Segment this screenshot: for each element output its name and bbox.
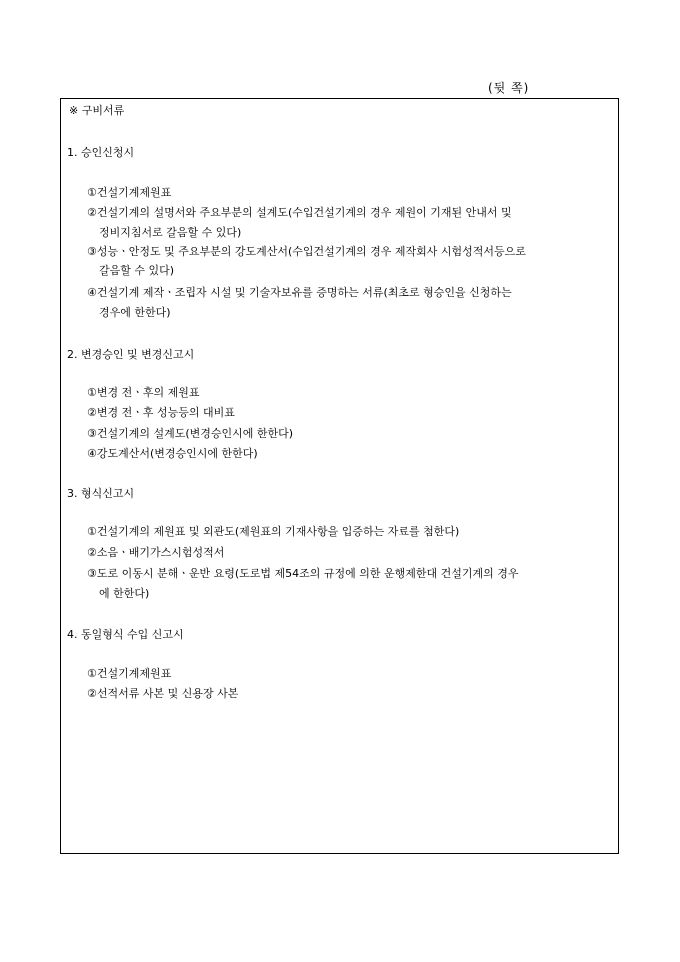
list-item-continuation: 에 한한다) (99, 587, 150, 600)
list-item: ②변경 전ㆍ후 성능등의 대비표 (87, 406, 235, 419)
box-title: ※ 구비서류 (69, 104, 125, 117)
list-item: ③건설기계의 설계도(변경승인시에 한한다) (87, 427, 294, 440)
list-item: ①변경 전ㆍ후의 제원표 (87, 386, 200, 399)
list-item: ④강도계산서(변경승인시에 한한다) (87, 447, 258, 460)
section-heading-approval: 1. 승인신청시 (67, 146, 135, 159)
section-heading-type-report: 3. 형식신고시 (67, 487, 135, 500)
list-item: ③성능ㆍ안정도 및 주요부분의 강도계산서(수입건설기계의 경우 제작회사 시험성적서등으로 (87, 245, 526, 258)
page-side-label: (뒷 쪽) (488, 81, 530, 95)
required-documents-box (60, 98, 619, 854)
section-heading-change: 2. 변경승인 및 변경신고시 (67, 348, 195, 361)
list-item: ①건설기계제원표 (87, 186, 172, 199)
list-item-continuation: 정비지침서로 갈음할 수 있다) (99, 226, 242, 239)
list-item: ②건설기계의 설명서와 주요부분의 설계도(수입건설기계의 경우 제원이 기재된 안내서 및 (87, 206, 512, 219)
list-item: ②소음ㆍ배기가스시험성적서 (87, 546, 225, 559)
list-item: ①건설기계제원표 (87, 667, 172, 680)
list-item: ②선적서류 사본 및 신용장 사본 (87, 687, 239, 700)
section-heading-import: 4. 동일형식 수입 신고시 (67, 628, 184, 641)
list-item-continuation: 경우에 한한다) (99, 306, 171, 319)
list-item: ①건설기계의 제원표 및 외관도(제원표의 기재사항을 입증하는 자료를 첨한다) (87, 525, 460, 538)
list-item: ③도로 이동시 분해ㆍ운반 요령(도로법 제54조의 규정에 의한 운행제한대 건설기계의 경우 (87, 567, 519, 580)
list-item: ④건설기계 제작ㆍ조립자 시설 및 기술자보유를 증명하는 서류(최초로 형승인을 신청하는 (87, 286, 512, 299)
list-item-continuation: 갈음할 수 있다) (99, 264, 175, 277)
